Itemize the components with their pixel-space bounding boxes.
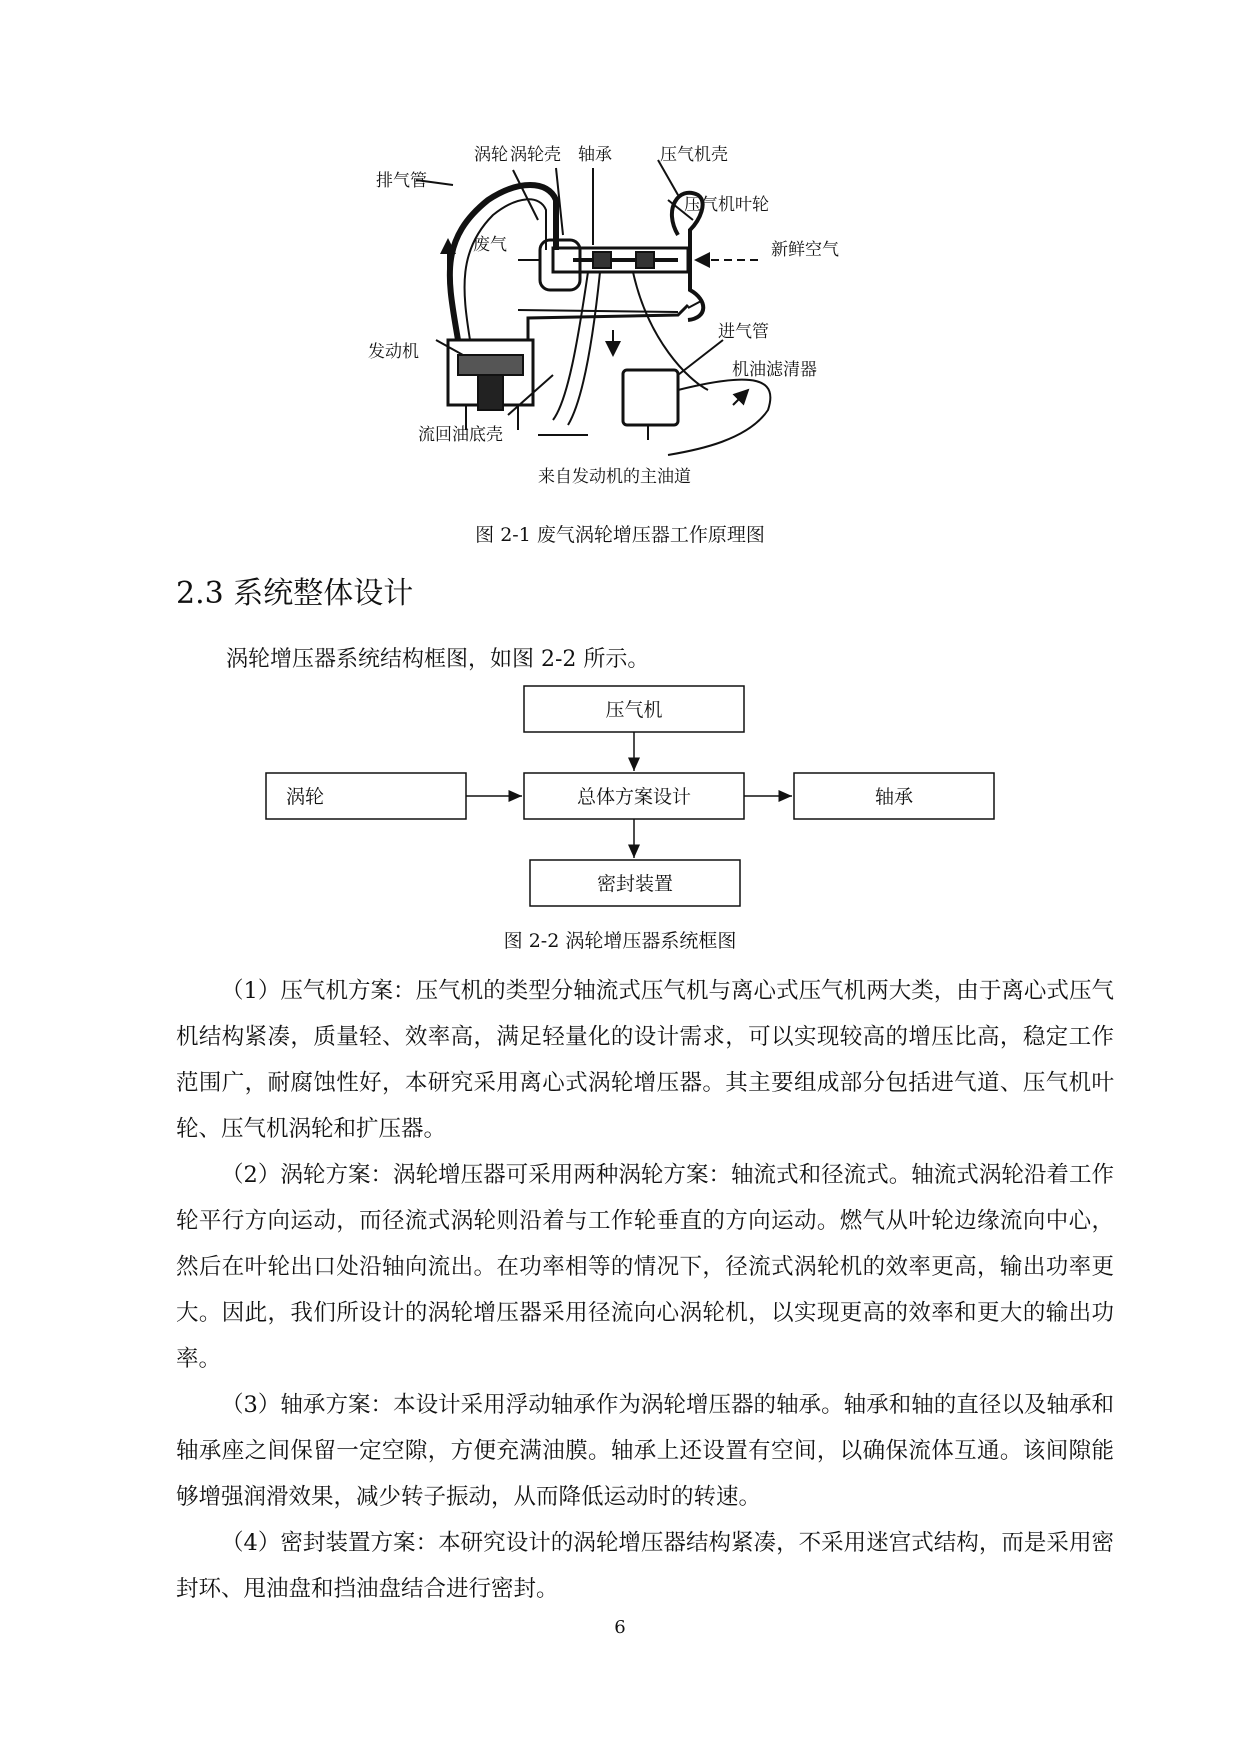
page-number: 6 xyxy=(614,1617,626,1638)
paragraph-compressor: （1）压气机方案：压气机的类型分轴流式压气机与离心式压气机两大类，由于离心式压气机结构紧凑，质量轻、效率高，满足轻量化的设计需求，可以实现较高的增压比高，稳定工作范围广，耐腐蚀性好，本研究采用离心式涡轮增压器。其主要组成部分包括进气道、压气机叶轮、压气机涡轮和扩压器。 xyxy=(176,978,1114,1142)
section-heading: 2.3 系统整体设计 xyxy=(176,576,414,611)
box-bearing-label: 轴承 xyxy=(874,786,914,808)
label-oil-return: 流回油底壳 xyxy=(418,425,503,445)
box-compressor-label: 压气机 xyxy=(605,699,663,721)
intro-text: 涡轮增压器系统结构框图，如图 2-2 所示。 xyxy=(226,647,650,672)
figure-2-2-caption: 图 2-2 涡轮增压器系统框图 xyxy=(503,930,737,952)
label-compressor-housing: 压气机壳 xyxy=(660,145,728,165)
system-block-diagram xyxy=(260,680,1000,920)
figure-2-2 xyxy=(260,680,1000,920)
label-engine: 发动机 xyxy=(368,342,419,362)
label-fresh-air: 新鲜空气 xyxy=(771,240,839,260)
box-turbine-label: 涡轮 xyxy=(286,786,325,808)
label-turbine-housing: 涡轮壳 xyxy=(510,145,561,165)
label-main-oil: 来自发动机的主油道 xyxy=(538,467,691,487)
paragraph-bearing: （3）轴承方案：本设计采用浮动轴承作为涡轮增压器的轴承。轴承和轴的直径以及轴承和轴承座之间保留一定空隙，方便充满油膜。轴承上还设置有空间，以确保流体互通。该间隙能够增强润滑效果，减少转子振动，从而降低运动时的转速。 xyxy=(176,1392,1114,1510)
label-exhaust-gas: 废气 xyxy=(473,235,507,255)
figure-2-1 xyxy=(368,140,914,515)
paragraph-turbine: （2）涡轮方案：涡轮增压器可采用两种涡轮方案：轴流式和径流式。轴流式涡轮沿着工作轮平行方向运动，而径流式涡轮则沿着与工作轮垂直的方向运动。燃气从叶轮边缘流向中心，然后在叶轮出口处沿轴向流出。在功率相等的情况下，径流式涡轮机的效率更高，输出功率更大。因此，我们所设计的涡轮增压器采用径流向心涡轮机，以实现更高的效率和更大的输出功率。 xyxy=(176,1162,1114,1372)
paragraph-seal: （4）密封装置方案：本研究设计的涡轮增压器结构紧凑，不采用迷宫式结构，而是采用密封环、甩油盘和挡油盘结合进行密封。 xyxy=(176,1530,1114,1602)
box-overall-label: 总体方案设计 xyxy=(576,786,692,808)
turbocharger-diagram xyxy=(368,140,914,515)
label-compressor-impeller: 压气机叶轮 xyxy=(684,195,769,215)
label-turbine: 涡轮 xyxy=(474,145,508,165)
label-intake-pipe: 进气管 xyxy=(718,322,769,342)
label-bearing: 轴承 xyxy=(578,145,612,165)
figure-2-1-caption: 图 2-1 废气涡轮增压器工作原理图 xyxy=(475,524,765,546)
label-oil-filter: 机油滤清器 xyxy=(732,360,817,380)
label-exhaust-pipe: 排气管 xyxy=(376,171,427,191)
box-seal-label: 密封装置 xyxy=(596,873,674,895)
